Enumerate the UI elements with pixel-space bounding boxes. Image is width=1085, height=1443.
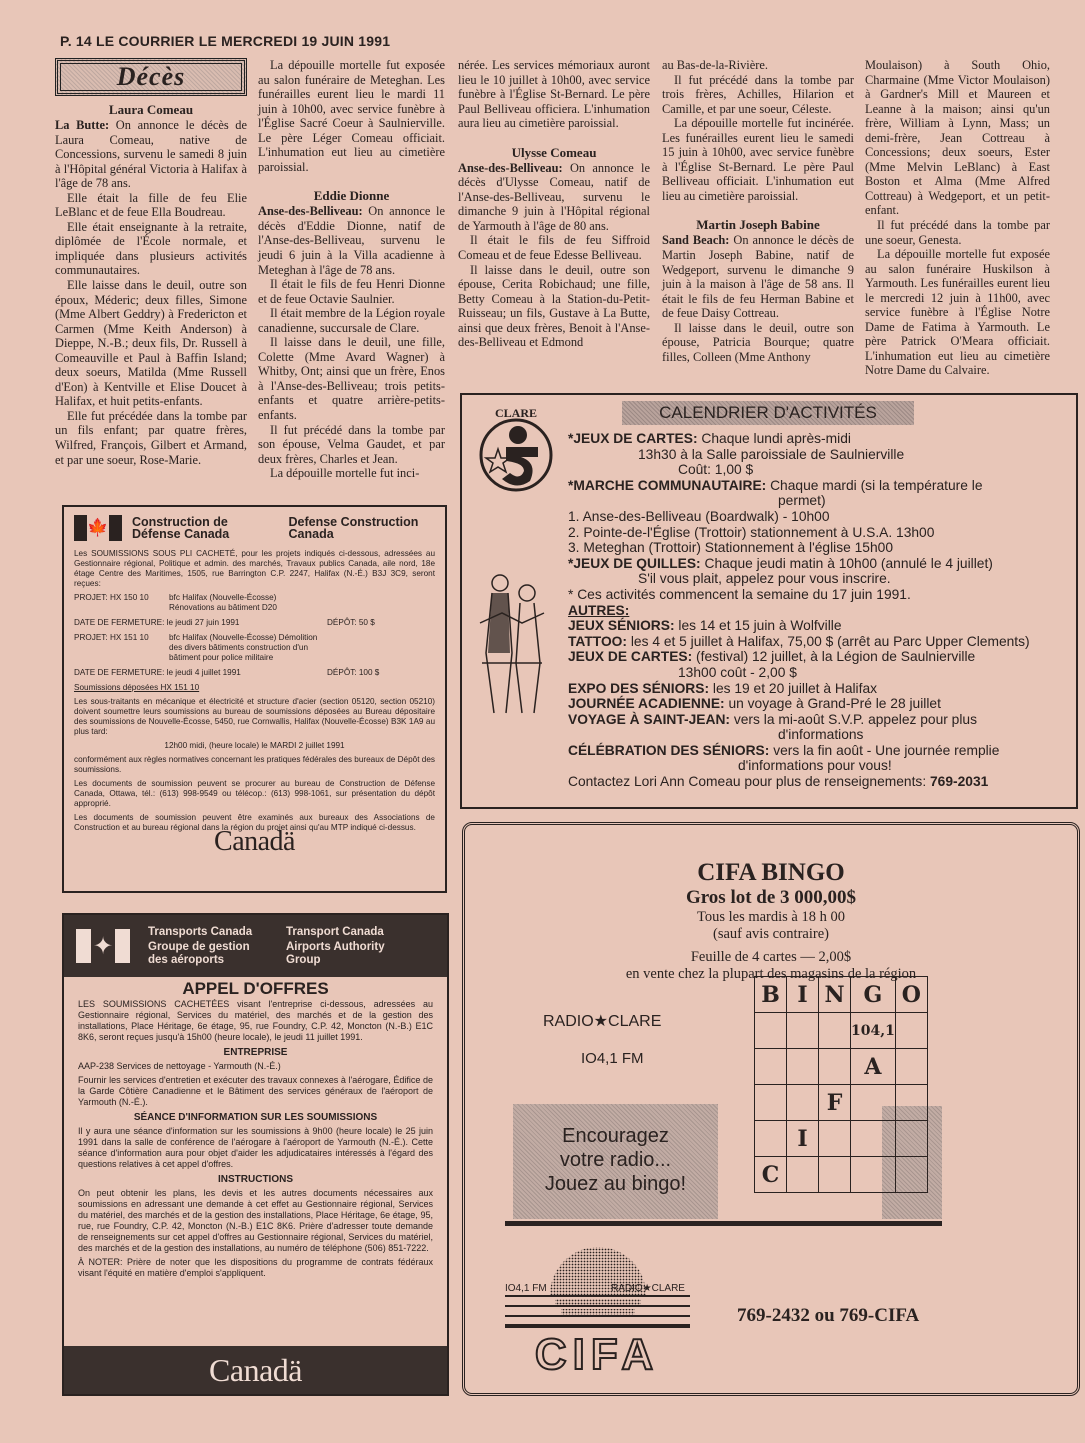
- obituary-column-4: [662, 58, 854, 364]
- project-1-closing: DATE DE FERMETURE: le jeudi 27 juin 1991: [74, 618, 240, 627]
- canada-wordmark: Canadä: [214, 826, 295, 857]
- bingo-cell: [895, 1085, 927, 1121]
- seance-text: Il y aura une séance d'information sur les soumissions à 9h00 (heure locale) le 25 juin 1991 dans la salle de conférence de l'aérogare à l'aéroport de Yarmouth (N.-É.). Cette séance d'information aura pour objet d'aider les adjudicataires intéressés à l'égard des questions relatives à cet appel d'offres.: [78, 1126, 433, 1169]
- calendar-text: les 14 et 15 juin à Wolfville: [674, 618, 842, 634]
- calendar-text: permet): [778, 493, 826, 509]
- clare-logo-text: CLARE: [494, 406, 538, 420]
- radio-frequency: IO4,1 FM: [581, 1050, 644, 1067]
- obituary-text: On annonce le décès de Laura Comeau, native de Concessions, survenu le samedi 8 juin à l'Hôpital général Victoria à Halifax à l'âge de 78 ans.: [55, 118, 247, 191]
- calendar-label: VOYAGE À SAINT-JEAN:: [568, 711, 731, 727]
- calendar-label: EXPO DES SÉNIORS:: [568, 680, 710, 696]
- project-2-closing: DATE DE FERMETURE: le jeudi 4 juillet 1991: [74, 668, 241, 677]
- obituary-paragraph: Il laisse dans le deuil, outre son épouse, Patricia Bourque; quatre filles, Colleen (Mme Anthony: [662, 320, 854, 364]
- calendar-label: *JEUX DE CARTES:: [568, 431, 698, 446]
- clare-logo-icon: [476, 405, 556, 495]
- calendar-label: JEUX SÉNIORS:: [568, 618, 675, 634]
- calendar-line: [568, 634, 1073, 650]
- bingo-price: Feuille de 4 cartes — 2,00$: [690, 949, 852, 965]
- calendar-label: AUTRES:: [568, 602, 630, 618]
- bingo-cell: [895, 1157, 927, 1193]
- slogan-line: Encouragez: [562, 1125, 669, 1147]
- documents-text-1: Les documents de soumission peuvent se procurer au bureau de Construction de Défense Canada, Ottawa, tél.: (613) 998-9549 ou télécop.: (613) 998-1061, sur présentation du dépôt approprié.: [74, 779, 435, 808]
- calendar-text: Chaque lundi après-midi: [697, 431, 851, 446]
- bingo-cell: F: [819, 1085, 851, 1121]
- calendar-line: [568, 758, 1073, 774]
- bingo-row: [755, 1013, 928, 1049]
- calendar-line: [568, 447, 1073, 463]
- bingo-cell: [787, 1049, 819, 1085]
- canada-wordmark: Canadä: [209, 1352, 302, 1388]
- bingo-cell: [787, 1013, 819, 1049]
- tender-intro: LES SOUMISSIONS CACHETÉES visant l'entreprise ci-dessous, adressées au Gestionnaire régional, Services du matériel, des marchés et de la gestion des installations, Place Héritage, 6e étage, 95, rue Foundry, C.P. 42, Moncton (N.-B.) E1C 8K6, seront reçues jusqu'à 15h00 (heure locale), le jeudi 11 juillet 1991.: [78, 999, 433, 1042]
- bingo-cell: [895, 1121, 927, 1157]
- calendar-lines: [568, 431, 1073, 790]
- bingo-cell: C: [755, 1157, 787, 1193]
- calendar-line: [568, 603, 1073, 619]
- obituary-column-2: [258, 58, 445, 481]
- calendar-text: Chaque jeudi matin à 10h00 (annulé le 4 juillet): [700, 555, 993, 571]
- calendar-text: S'il vous plait, appelez pour vous inscrire.: [638, 571, 891, 587]
- project-2-deposit: DÉPÔT: 100 $: [327, 668, 380, 677]
- tender-intro: Les SOUMISSIONS SOUS PLI CACHETÉ, pour les projets indiqués ci-dessous, adressées au Gestionnaire régional, Politique et admin. des marchés, Travaux publics Canada, aile nord, 18e étage Centre des Maritimes, 1505, rue Barrington C.P. 2247, Halifax (N.-É.) B3J 3C9, seront reçues:: [74, 549, 435, 588]
- cifa-bingo-ad: [462, 822, 1080, 1396]
- calendar-label: CÉLÉBRATION DES SÉNIORS:: [568, 742, 770, 758]
- bingo-jackpot: Gros lot de 3 000,00$: [685, 887, 857, 908]
- bingo-row: [755, 1085, 928, 1121]
- obituary-column-5: [865, 58, 1050, 378]
- contract-id: AAP-238 Services de nettoyage - Yarmouth (N.-É.): [78, 1061, 281, 1071]
- bingo-cell: [755, 1049, 787, 1085]
- obituary-paragraph: Il laisse dans le deuil, outre son épouse, Cerita Robichaud; une fille, Betty Comeau à la Station-du-Petit-Ruisseau; un fils, Gustave à La Butte, ainsi que deux frères, Benoit à l'Anse-des-Belliveau et Edmond: [458, 262, 650, 350]
- calendar-text: Contactez Lori Ann Comeau pour plus de renseignements:: [568, 774, 930, 790]
- obituary-paragraph: Il était le fils de feu Siffroid Comeau et de feue Edesse Belliveau.: [458, 233, 650, 263]
- obituary-paragraph: La dépouille mortelle fut exposée au salon funéraire de Meteghan. Les funérailles eurent lieu le mardi 11 juin à 10h00, avec service funèbre à l'Église Sacré Coeur à Saulnierville. Le père Léger Comeau officiait. L'inhumation eut lieu au cimetière paroissial.: [258, 58, 445, 174]
- heading-seance: SÉANCE D'INFORMATION SUR LES SOUMISSIONS: [133, 1112, 378, 1123]
- obituary-paragraph: Il fut précédé dans la tombe par trois frères, Achilles, Hilarion et Camille, et par une soeur, Céleste.: [662, 72, 854, 116]
- obituary-place: Sand Beach:: [662, 233, 730, 248]
- canada-flag-icon: ✦: [76, 929, 130, 963]
- calendar-text: d'informations pour vous!: [738, 758, 892, 774]
- obituary-paragraph: Il laisse dans le deuil, une fille, Colette (Mme Avard Wagner) à Whitby, Ont; ainsi que un frère, Enos à l'Anse-des-Belliveau; trois petits-enfants et quatre arrière-petits-enfants.: [258, 335, 445, 423]
- bingo-cell: [787, 1157, 819, 1193]
- calendar-line: [568, 540, 1073, 556]
- org-name-fr: Construction de Défense Canada: [132, 514, 230, 541]
- bingo-cell: G: [851, 977, 896, 1013]
- bingo-cell: [851, 1157, 896, 1193]
- calendar-label: *MARCHE COMMUNAUTAIRE:: [568, 477, 767, 493]
- radio-clare-label: RADIO★CLARE: [543, 1013, 662, 1030]
- section-title-box: [55, 58, 247, 96]
- bingo-cell: [895, 1049, 927, 1085]
- calendar-line: [568, 743, 1073, 759]
- calendar-text: un voyage à Grand-Pré le 28 juillet: [724, 696, 941, 712]
- obituary-paragraph: nérée. Les services mémoriaux auront lieu le 10 juillet à 10h00, avec service funèbre à l'Église St-Bernard. Le père Paul Belliveau officiera. L'inhumation aura lieu au cimetière paroissial.: [458, 58, 650, 131]
- bingo-cell: N: [819, 977, 851, 1013]
- bingo-row: [755, 977, 928, 1013]
- obituary-column-1: [55, 98, 247, 467]
- calendar-line: [568, 618, 1073, 634]
- calendar-label: *JEUX DE QUILLES:: [568, 555, 701, 571]
- calendar-line: [568, 556, 1073, 572]
- bingo-title: CIFA BINGO: [697, 859, 845, 886]
- project-2-label: PROJET: HX 151 10: [74, 633, 149, 642]
- calendar-ad: [460, 393, 1078, 809]
- obituary-place: Anse-des-Belliveau:: [458, 160, 563, 175]
- org-fr-1: Transports Canada: [148, 925, 253, 938]
- bingo-cell: [819, 1157, 851, 1193]
- bingo-cell: [819, 1013, 851, 1049]
- obituary-name: Martin Joseph Babine: [696, 217, 820, 233]
- calendar-line: [568, 462, 1073, 478]
- services-text: Fournir les services d'entretien et exécuter des travaux connexes à l'aérogare, Édifice de la Garde Côtière Canadienne et le Bâtiment des services généraux de l'aéroport de Yarmouth (N.-É.).: [78, 1075, 433, 1107]
- obituary-lead: [458, 161, 650, 234]
- page-masthead: P. 14 LE COURRIER LE MERCREDI 19 JUIN 1991: [60, 33, 391, 49]
- canada-flag-icon: 🍁: [74, 515, 122, 541]
- bingo-note: (sauf avis contraire): [713, 926, 829, 942]
- instructions-text: On peut obtenir les plans, les devis et les autres documents nécessaires aux soumissions en adressant une demande à cet effet au Gestionnaire régional, Services du matériel, des marchés et de la gestion des installations, Place Héritage, 6e étage, 95, rue, rue Foundry, C.P. 42, Moncton (N.-B.) E1C 8K6. Prière d'adresser toute demande de renseignements sur cet appel d'offres au Gestionnaire régional, Services du matériel, des marchés et de la gestion des installations, au numéro de téléphone (506) 851-7222.: [78, 1188, 433, 1253]
- bingo-cell: [787, 1085, 819, 1121]
- calendar-text: les 19 et 20 juillet à Halifax: [709, 680, 878, 696]
- bingo-cell: [755, 1013, 787, 1049]
- bingo-cell: 104,1: [851, 1013, 896, 1049]
- seniors-illustration-icon: [472, 563, 552, 723]
- bingo-cell: [851, 1085, 896, 1121]
- calendar-text: 2. Pointe-de-l'Église (Trottoir) stationnement à U.S.A. 13h00: [568, 524, 935, 540]
- calendar-line: [568, 696, 1073, 712]
- sub-bids-deadline: 12h00 midi, (heure locale) le MARDI 2 juillet 1991: [164, 741, 345, 750]
- calendar-text: d'informations: [778, 727, 864, 743]
- obituary-paragraph: La dépouille mortelle fut exposée au salon funéraire Huskilson à Yarmouth. Les funérailles eurent lieu le mercredi 12 juin à 11h00, avec service funèbre à l'Église Notre Dame de Fatima à Yarmouth. Le père Patrick O'Meara officiait. L'inhumation eut lieu au cimetière Notre Dame du Calvaire.: [865, 247, 1050, 378]
- bingo-sale: en vente chez la plupart des magasins de la région: [625, 966, 917, 982]
- bingo-cell: [755, 1121, 787, 1157]
- heading-instructions: INSTRUCTIONS: [218, 1174, 293, 1185]
- bingo-row: [755, 1049, 928, 1085]
- calendar-line: [568, 587, 1073, 603]
- bingo-cell: [819, 1121, 851, 1157]
- bingo-row: [755, 1157, 928, 1193]
- logo-frequency: IO4,1 FM: [505, 1283, 547, 1294]
- org-fr-2: Groupe de gestion des aéroports: [148, 941, 250, 966]
- obituary-paragraph: Il était membre de la Légion royale canadienne, succursale de Clare.: [258, 306, 445, 335]
- bingo-phone: 769-2432 ou 769-CIFA: [737, 1305, 920, 1326]
- obituary-column-3: [458, 58, 650, 350]
- project-1-label: PROJET: HX 150 10: [74, 593, 149, 602]
- bingo-cell: I: [787, 1121, 819, 1157]
- calendar-text: 1. Anse-des-Belliveau (Boardwalk) - 10h00: [568, 508, 830, 524]
- obituary-paragraph: Elle était la fille de feu Elie LeBlanc et de feue Ella Boudreau.: [55, 190, 247, 220]
- calendar-text: Chaque mardi (si la température le: [766, 477, 983, 493]
- calendar-line: [568, 681, 1073, 697]
- calendar-text: vers la mi-août S.V.P. appelez pour plus: [730, 711, 977, 727]
- calendar-text: 13h00 coût - 2,00 $: [678, 664, 797, 680]
- org-en-2: Airports Authority Group: [286, 941, 385, 966]
- calendar-line: [568, 649, 1073, 665]
- calendar-line: [568, 525, 1073, 541]
- bingo-cell: B: [755, 977, 787, 1013]
- obituary-place: Anse-des-Belliveau:: [258, 204, 363, 219]
- cifa-radio-logo-icon: [505, 1245, 730, 1375]
- project-1-deposit: DÉPÔT: 50 $: [327, 618, 375, 627]
- calendar-line: [568, 727, 1073, 743]
- obituary-name: Ulysse Comeau: [511, 144, 597, 160]
- bingo-cell: [819, 1049, 851, 1085]
- logo-cifa: CIFA: [534, 1330, 660, 1375]
- calendar-text: * Ces activités commencent la semaine du 17 juin 1991.: [568, 586, 911, 602]
- calendar-label: JOURNÉE ACADIENNE:: [568, 696, 725, 712]
- section-title: Décès: [116, 62, 186, 91]
- bingo-cell: A: [851, 1049, 896, 1085]
- heading-entreprise: ENTREPRISE: [223, 1047, 288, 1058]
- slogan-line: Jouez au bingo!: [544, 1173, 687, 1195]
- calendar-line: [568, 774, 1073, 790]
- documents-text-2: Les documents de soumission peuvent être examinés aux bureaux des Associations de Construction et au bureau régional dans la région du projet ainsi qu'au MTP indiqué ci-dessus.: [74, 813, 435, 832]
- bingo-schedule: Tous les mardis à 18 h 00: [697, 909, 845, 925]
- conformity-text: conformément aux règles normatives concernant les pratiques fédérales des bureaux de Dépôt des soumissions.: [74, 755, 435, 774]
- obituary-paragraph: au Bas-de-la-Rivière.: [662, 58, 768, 72]
- defense-construction-ad: [62, 505, 447, 893]
- logo-radio: RADIO★CLARE: [611, 1283, 685, 1294]
- obituary-name: Laura Comeau: [108, 102, 194, 117]
- calendar-text: Coût: 1,00 $: [678, 462, 754, 478]
- org-en-1: Transport Canada: [286, 925, 384, 938]
- obituary-text: On annonce le décès d'Ulysse Comeau, natif de l'Anse-des-Belliveau, survenu le dimanche 9 juin à l'Hôpital régional de Yarmouth à l'âge de 80 ans.: [458, 160, 650, 233]
- calendar-phone: 769-2031: [930, 774, 989, 790]
- calendar-label: TATTOO:: [568, 633, 628, 649]
- sub-bids-heading: Soumissions déposées HX 151 10: [74, 683, 200, 692]
- obituary-lead: [55, 118, 247, 191]
- bingo-cell: I: [787, 977, 819, 1013]
- obituary-text: On annonce le décès de Martin Joseph Babine, natif de Wedgeport, survenu le dimanche 9 juin à la maison à l'âge de 58 ans. Il était le fils de feu Herman Babine et de feue Daisy Cottreau.: [662, 233, 854, 321]
- bingo-card: [754, 976, 928, 1193]
- calendar-text: (festival) 12 juillet, à la Légion de Saulnierville: [692, 649, 976, 665]
- bingo-cell: [755, 1085, 787, 1121]
- calendar-title: CALENDRIER D'ACTIVITÉS: [622, 401, 914, 425]
- slogan-box: [513, 1104, 718, 1219]
- transport-canada-ad: [62, 913, 449, 1396]
- obituary-paragraph: Elle laisse dans le deuil, outre son époux, Méderic; deux filles, Simone (Mme Albert Geddry) à Fredericton et Carmen (Mme Keith Anderson) à Dieppe, N.-B.; deux fils, Dr. Russell à Comeauville et Paul à Baffin Island; deux soeurs, Matilda (Mme Russell d'Eon) à Kentville et Elise Doucet à Halifax, et huit petits-enfants.: [55, 278, 247, 409]
- obituary-paragraph: Il était le fils de feu Henri Dionne et de feue Octavie Saulnier.: [258, 277, 445, 306]
- obituary-paragraph: Il fut précédé dans la tombe par une soeur, Genesta.: [865, 218, 1050, 247]
- tender-title: APPEL D'OFFRES: [182, 979, 329, 998]
- bingo-cell: O: [895, 977, 927, 1013]
- project-2-desc: bfc Halifax (Nouvelle-Écosse) Démolition des divers bâtiments construction d'un bâtiment pour police militaire: [169, 633, 318, 662]
- obituary-paragraph: La dépouille mortelle fut inci-: [270, 466, 420, 481]
- calendar-text: 3. Meteghan (Trottoir) Stationnement à l'église 15h00: [568, 540, 894, 556]
- calendar-line: [568, 712, 1073, 728]
- calendar-text: les 4 et 5 juillet à Halifax, 75,00 $ (arrêt au Parc Upper Clements): [627, 633, 1030, 649]
- obituary-paragraph: Elle était enseignante à la retraite, diplômée de l'École normale, et impliquée dans plusieurs activités communautaires.: [55, 219, 247, 278]
- note-text: À NOTER: Prière de noter que les dispositions du programme de contrats fédéraux visant l'équité en matière d'emploi s'appliquent.: [78, 1257, 433, 1278]
- obituary-text: On annonce le décès d'Eddie Dionne, natif de l'Anse-des-Belliveau, survenu le jeudi 6 juin à la Villa acadienne à Meteghan à l'âge de 78 ans.: [258, 204, 445, 277]
- calendar-text: 13h30 à la Salle paroissiale de Saulnierville: [638, 446, 905, 462]
- bingo-row: [755, 1121, 928, 1157]
- obituary-name: Eddie Dionne: [313, 188, 390, 204]
- obituary-paragraph: Moulaison) à South Ohio, Charmaine (Mme Victor Moulaison) à Gardner's Mill et Maureen et Leanne à la maison; ainsi qu'un frère, William à Lynn, Mass; un demi-frère, Jean Cottreau à Concessions; deux soeurs, Ester (Mme Melvin LeBlanc) à East Boston et Alma (Mme Alfred Cottreau) à Wedgeport, et un petit-enfant.: [865, 58, 1050, 218]
- obituary-paragraph: La dépouille mortelle fut incinérée. Les funérailles eurent lieu le samedi 15 juin à 10h00, avec service funèbre à l'Église St-Bernard. Le père Paul Belliveau officiait. L'inhumation eut lieu au cimetière paroissial.: [662, 116, 854, 203]
- calendar-line: [568, 493, 1073, 509]
- org-name-en: Defense Construction Canada: [288, 514, 419, 541]
- calendar-text: vers la fin août - Une journée remplie: [769, 742, 1000, 758]
- sub-bids-text: Les sous-traitants en mécanique et électricité et structure d'acier (section 05120, section 05210) doivent soumettre leurs soumissions au bureau de soumissions déposées au Bureau dépositaire des soumissions de Nouvelle-Écosse, 5450, rue Cornwallis, Halifax (Nouvelle-Écosse) B3K 1A9 au plus tard:: [74, 697, 435, 736]
- project-1-desc: bfc Halifax (Nouvelle-Écosse) Rénovations au bâtiment D20: [169, 593, 277, 612]
- calendar-line: [568, 665, 1073, 681]
- slogan-line: votre radio...: [559, 1149, 672, 1171]
- obituary-lead: [258, 204, 445, 277]
- bingo-cell: [895, 1013, 927, 1049]
- calendar-line: [568, 431, 1073, 447]
- calendar-line: [568, 571, 1073, 587]
- divider: [505, 1221, 942, 1226]
- obituary-lead: [662, 233, 854, 320]
- obituary-place: La Butte:: [55, 118, 110, 132]
- bingo-cell: [851, 1121, 896, 1157]
- obituary-paragraph: Il fut précédé dans la tombe par son épouse, Velma Gaudet, et par deux frères, Charles et Jean.: [258, 422, 445, 466]
- obituary-paragraph: Elle fut précédée dans la tombe par un fils enfant; par quatre frères, Wilfred, François, Gilbert et Armand, et par une soeur, Rose-Marie.: [55, 408, 247, 467]
- calendar-line: [568, 478, 1073, 494]
- calendar-label: JEUX DE CARTES:: [568, 649, 693, 665]
- calendar-line: [568, 509, 1073, 525]
